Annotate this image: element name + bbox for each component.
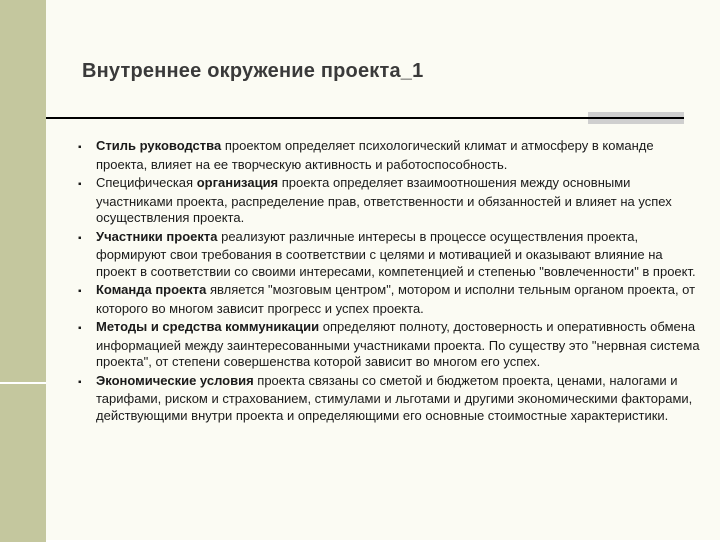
bullet-square-icon: ▪ <box>78 323 82 334</box>
bullet-term: Участники проекта <box>96 228 218 244</box>
bullet-list <box>66 138 706 426</box>
bullet-square-icon: ▪ <box>78 376 82 388</box>
bullet-item <box>66 229 706 281</box>
bullet-text: проекта определяет взаимоотношения между основными участниками проекта, распределение прав, ответственности и обязанностей и влияет на успех осуществления проекта. <box>96 175 672 225</box>
bullet-square-icon: ▪ <box>78 286 82 297</box>
bullet-text: реализуют различные интересы в процессе осуществления проекта, формируют свои требования в соответствии с целями и мотивацией и оказывают влияние на проект в соответствии со своими интересами, компетенцией и степенью "вовлеченности" в проект. <box>96 228 696 279</box>
bullet-term: Стиль руководства <box>96 138 222 153</box>
bullet-item <box>66 138 706 173</box>
bullet-text: является "мозговым центром", мотором и исполни тельным органом проекта, от которого во многом зависит прогресс и успех проекта. <box>96 282 696 316</box>
bullet-term: организация <box>196 175 279 190</box>
slide-title: Внутреннее окружение проекта_1 <box>82 60 424 82</box>
bullet-item <box>66 373 706 425</box>
bullet-square-icon: ▪ <box>78 232 82 244</box>
bullet-text: проекта связаны со сметой и бюджетом проекта, ценами, налогами и тарифами, риском и страхованием, стимулами и льготами и другими экономическими факторами, действующими внутри проекта и определяющими его основные стоимостные характеристики. <box>96 372 693 423</box>
bullet-text: определяют полноту, достоверность и оперативность обмена информацией между заинтересованными участниками проекта. По существу это "нервная система проекта", от степени совершенства которой зависит во многом его успех. <box>96 319 700 369</box>
bullet-text-pre: Специфическая <box>96 175 197 190</box>
bullet-square-icon: ▪ <box>78 179 82 190</box>
bullet-term: Команда проекта <box>96 282 207 297</box>
left-decor-band-lower <box>0 382 46 542</box>
bullet-item <box>66 282 706 317</box>
bullet-text: проектом определяет психологический климат и атмосферу в команде проекта, влияет на ее творческую активность и работоспособность. <box>96 138 654 172</box>
bullet-term: Методы и средства коммуникации <box>96 319 320 334</box>
bullet-item <box>66 175 706 227</box>
bullet-term: Экономические условия <box>96 372 254 388</box>
bullet-square-icon: ▪ <box>78 142 82 153</box>
bullet-item <box>66 319 706 371</box>
title-rule <box>46 117 684 119</box>
